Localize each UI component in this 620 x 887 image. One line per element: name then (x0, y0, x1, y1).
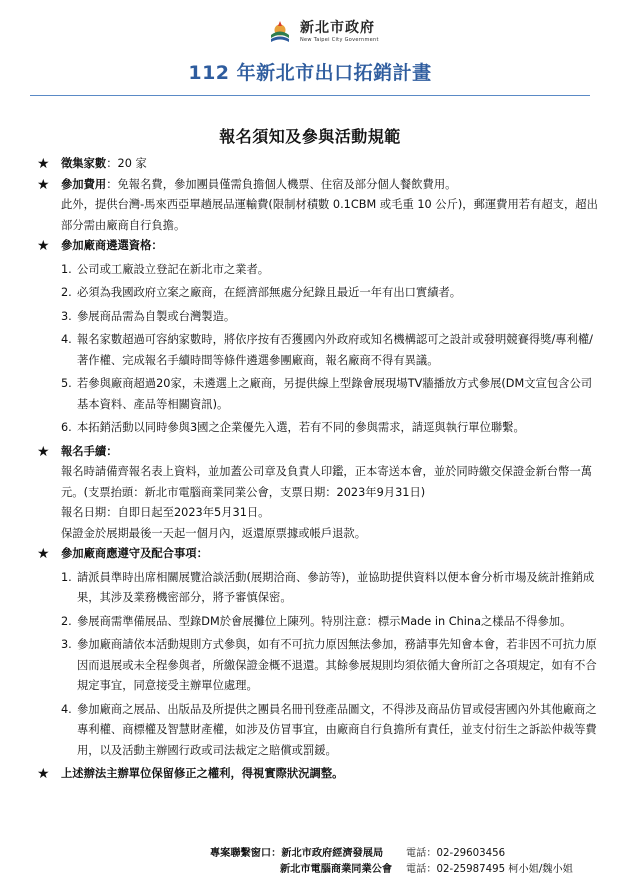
list-item-text: 必須為我國政府立案之廠商，在經濟部無處分紀錄且最近一年有出口實績者。 (77, 286, 462, 299)
list-item-text: 公司或工廠設立登記在新北市之業者。 (77, 262, 270, 276)
list-item-text: 參加廠商請依本活動規則方式參與，如有不可抗力原因無法參加，務請事先知會本會，若非因不可抗力原因而退展或未全程參與者，所繳保證金概不退還。其餘參展規則均須依循大會所訂之各項規定，如有不合規定事宜，同意接受主辦單位處理。 (77, 638, 597, 692)
deposit-refund-note: 保證金於展期最後一天起一個月內，返還原票據或帳戶退款。 (61, 526, 367, 540)
list-item: 3. 參展商品需為自製或台灣製造。 (61, 309, 236, 323)
section-heading: 上述辦法主辦單位保留修正之權利，得視實際狀況調整。 (61, 767, 344, 780)
star-bullet-icon: ★ (37, 238, 50, 254)
star-bullet-icon: ★ (37, 546, 50, 562)
list-item: 1. 公司或工廠設立登記在新北市之業者。 (61, 262, 270, 276)
contact-phone: 電話：02-29603456 (406, 848, 506, 859)
list-item: 6. 本拓銷活動以同時參與3國之企業優先入選，若有不同的參與需求，請逕與執行單位聯繫。 (61, 421, 525, 434)
section-registration (37, 442, 600, 545)
section-heading: 報名手續： (61, 444, 118, 458)
logo-chinese-text: 新北市政府 (300, 20, 375, 36)
list-item: 2. 參展商需準備展品、型錄DM於會展攤位上陳列。特別注意：標示Made in China之樣品不得參加。 (61, 614, 572, 628)
star-bullet-icon: ★ (37, 443, 50, 460)
section-fee (37, 175, 600, 237)
list-item-text: 參展商品需為自製或台灣製造。 (77, 309, 236, 323)
registration-paragraph: 報名時請備齊報名表上資料，並加蓋公司章及負責人印鑑，正本寄送本會，並於同時繳交保證金新台幣一萬元。(支票抬頭：新北市電腦商業同業公會，支票日期：2023年9月31日) (61, 465, 592, 499)
contact-phone: 電話：02-25987495 柯小姐/魏小姐 (406, 864, 573, 875)
title-divider (30, 95, 590, 96)
list-item: 3. 參加廠商請依本活動規則方式參與，如有不可抗力原因無法參加，務請事先知會本會，若非因不可抗力原因而退展或未全程參與者，所繳保證金概不退還。其餘參展規則均須依循大會所訂之各項規定，如有不合規定事宜，同意接受主辦單位處理。 (61, 638, 597, 692)
list-item: 1. 請派員準時出席相關展覽洽談活動(展期洽商、參訪等)，並協助提供資料以便本會分析市場及統計推銷成果，其涉及業務機密部分，將予審慎保密。 (61, 570, 595, 604)
section-heading: 參加廠商應遵守及配合事項： (61, 547, 208, 560)
list-item: 5. 若參與廠商超過20家，未遴選上之廠商，另提供線上型錄會展現場TV牆播放方式參展(DM文宣包含公司基本資料、產品等相關資訊)。 (61, 377, 593, 411)
document-subtitle: 報名須知及參與活動規範 (219, 127, 401, 146)
list-item-text: 本拓銷活動以同時參與3國之企業優先入選，若有不同的參與需求，請逕與執行單位聯繫。 (77, 421, 525, 434)
star-bullet-icon: ★ (37, 766, 50, 782)
list-item-text: 參展商需準備展品、型錄DM於會展攤位上陳列。特別注意：標示Made in China之樣品不得參加。 (77, 614, 572, 628)
city-seal-icon (265, 17, 295, 47)
government-logo (265, 14, 379, 50)
fee-extra-note: 此外，提供台灣-馬來西亞單趟展品運輸費(限制材積數 0.1CBM 或毛重 10 公斤)，郵運費用若有超支，超出部分需由廠商自行負擔。 (61, 198, 598, 232)
list-item-text: 請派員準時出席相關展覽洽談活動(展期洽商、參訪等)，並協助提供資料以便本會分析市場及統計推銷成果，其涉及業務機密部分，將予審慎保密。 (77, 570, 595, 604)
list-item: 2. 必須為我國政府立案之廠商，在經濟部無處分紀錄且最近一年有出口實績者。 (61, 286, 462, 299)
list-item-text: 參加廠商之展品、出版品及所提供之團員名冊刊登產品圖文，不得涉及商品仿冒或侵害國內外其他廠商之專利權、商標權及智慧財產權，如涉及仿冒事宜，由廠商自行負擔所有責任，並支付衍生之訴訟仲裁等費用，以及活動主辦國行政或司法裁定之賠償或罰鍰。 (77, 702, 597, 757)
list-item: 4. 參加廠商之展品、出版品及所提供之團員名冊刊登產品圖文，不得涉及商品仿冒或侵害國內外其他廠商之專利權、商標權及智慧財產權，如涉及仿冒事宜，由廠商自行負擔所有責任，並支付衍生之訴訟仲裁等費用，以及活動主辦國行政或司法裁定之賠償或罰鍰。 (61, 702, 597, 757)
section-heading: 徵集家數 (61, 157, 107, 170)
obligations-list (61, 568, 600, 762)
page-title: 112 年新北市出口拓銷計畫 (188, 62, 432, 84)
contact-org: 新北市政府經濟發展局 (281, 848, 384, 859)
list-item: 4. 報名家數超過可容納家數時，將依序按有否獲國內外政府或知名機構認可之設計或發明競賽得獎/專利權/著作權、完成報名手續時間等條件遴選參團廠商，報名廠商不得有異議。 (61, 333, 593, 367)
star-bullet-icon: ★ (37, 176, 50, 193)
star-bullet-icon: ★ (37, 156, 50, 172)
registration-date: 報名日期：自即日起至2023年5月31日。 (61, 506, 270, 519)
section-text: ：免報名費，參加團員僅需負擔個人機票、住宿及部分個人餐飲費用。 (106, 177, 457, 191)
section-heading: 參加費用 (61, 177, 107, 191)
contact-label: 專案聯繫窗口： (210, 848, 282, 859)
section-eligibility (37, 236, 600, 439)
list-item-text: 報名家數超過可容納家數時，將依序按有否獲國內外政府或知名機構認可之設計或發明競賽得獎/專利權/著作權、完成報名手續時間等條件遴選參團廠商，報名廠商不得有異議。 (77, 333, 593, 367)
section-heading: 參加廠商遴選資格： (61, 239, 163, 252)
logo-english-text: New Taipei City Government (300, 37, 379, 43)
section-disclaimer (37, 764, 600, 785)
contact-org: 新北市電腦商業同業公會 (280, 864, 393, 875)
section-text: ：20 家 (106, 157, 147, 170)
document-body (37, 154, 600, 785)
section-obligations (37, 544, 600, 761)
section-quota (37, 154, 600, 175)
contact-footer (210, 846, 573, 878)
eligibility-list (61, 260, 600, 439)
list-item-text: 若參與廠商超過20家，未遴選上之廠商，另提供線上型錄會展現場TV牆播放方式參展(DM文宣包含公司基本資料、產品等相關資訊)。 (77, 377, 593, 411)
